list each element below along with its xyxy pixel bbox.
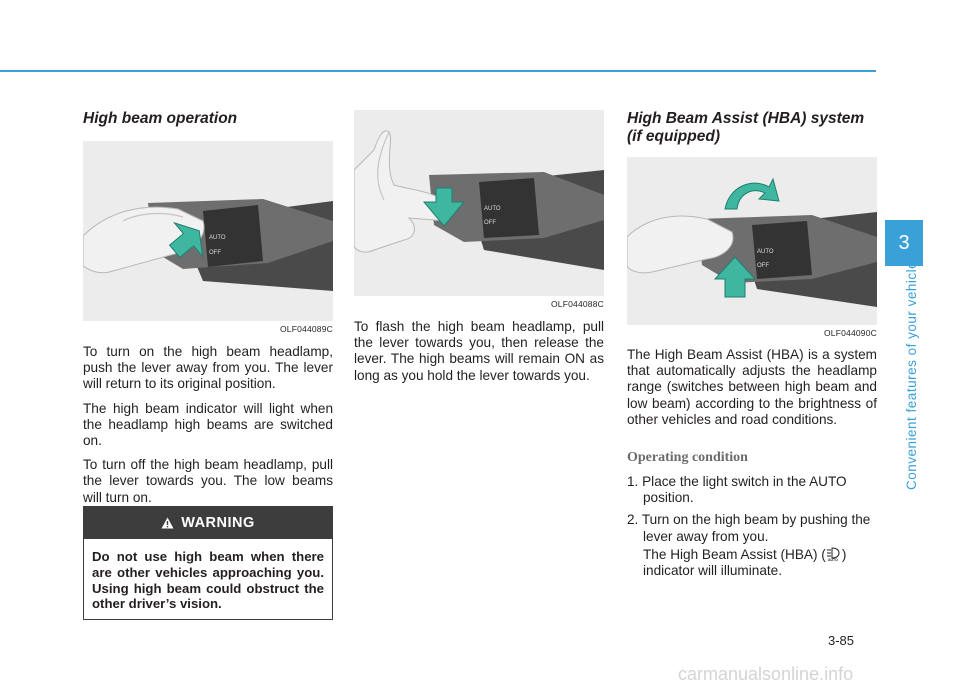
chapter-tab: 3 (885, 220, 923, 266)
chapter-label: Convenient features of your vehicle (904, 260, 919, 490)
lever-push-illustration (83, 141, 333, 321)
lever-label-auto: AUTO (209, 235, 226, 241)
figure-push-lever (83, 141, 333, 321)
column-flash-high-beam (354, 110, 604, 392)
lever-label-off: OFF (484, 220, 496, 226)
paragraph: To turn on the high beam headlamp, push the lever away from you. The lever will return to its original position. (83, 344, 333, 392)
section-title-hba: High Beam Assist (HBA) system (627, 110, 865, 127)
note-text-after: ) indicator will illuminate. (643, 546, 847, 579)
section-title-hba-equipped: (if equipped) (627, 128, 720, 145)
lever-label-off: OFF (757, 263, 769, 269)
warning-title: WARNING (181, 515, 255, 531)
section-title-high-beam: High beam operation (83, 110, 238, 127)
lever-label-auto: AUTO (484, 206, 501, 212)
paragraph: To flash the high beam headlamp, pull the lever towards you, then release the lever. The high beams will remain ON as long as you hold the lever towards you. (354, 319, 604, 383)
warning-box (83, 506, 333, 620)
figure-code: OLF044088C (550, 299, 604, 309)
warning-icon (161, 517, 174, 529)
subheading-operating-condition: Operating condition (627, 450, 748, 466)
note-text-before: The High Beam Assist (HBA) ( (643, 546, 826, 562)
list-item: 2. Turn on the high beam by pushing the lever away from you. (627, 512, 871, 544)
page-number: 3-85 (828, 633, 855, 648)
warning-header (84, 507, 332, 539)
column-high-beam-operation (83, 110, 333, 514)
auto-icon-label: AUTO (827, 557, 838, 561)
lever-label-off: OFF (209, 250, 221, 256)
paragraph: The High Beam Assist (HBA) is a system that automatically adjusts the headlamp range (switches between high beam and low beam) according to the brightness of other vehicles and road conditions. (627, 347, 877, 427)
hba-auto-icon (826, 547, 842, 561)
figure-code: OLF044090C (823, 328, 877, 338)
figure-code: OLF044089C (279, 324, 333, 334)
figure-pull-lever (354, 110, 604, 296)
hba-lever-illustration (627, 157, 877, 325)
figure-hba-lever (627, 157, 877, 325)
paragraph: To turn off the high beam headlamp, pull the lever towards you. The low beams will turn on. (83, 457, 333, 505)
watermark: carmanualsonline.info (678, 664, 854, 684)
lever-label-auto: AUTO (757, 249, 774, 255)
list-item: 1. Place the light switch in the AUTO position. (627, 474, 847, 506)
lever-pull-illustration (354, 110, 604, 296)
warning-text: Do not use high beam when there are other vehicles approaching you. Using high beam could obstruct the other driver’s vision. (92, 549, 324, 612)
hba-indicator-note (627, 547, 877, 579)
top-rule (0, 70, 876, 72)
paragraph: The high beam indicator will light when the headlamp high beams are switched on. (83, 400, 333, 449)
column-high-beam-assist (627, 110, 877, 579)
